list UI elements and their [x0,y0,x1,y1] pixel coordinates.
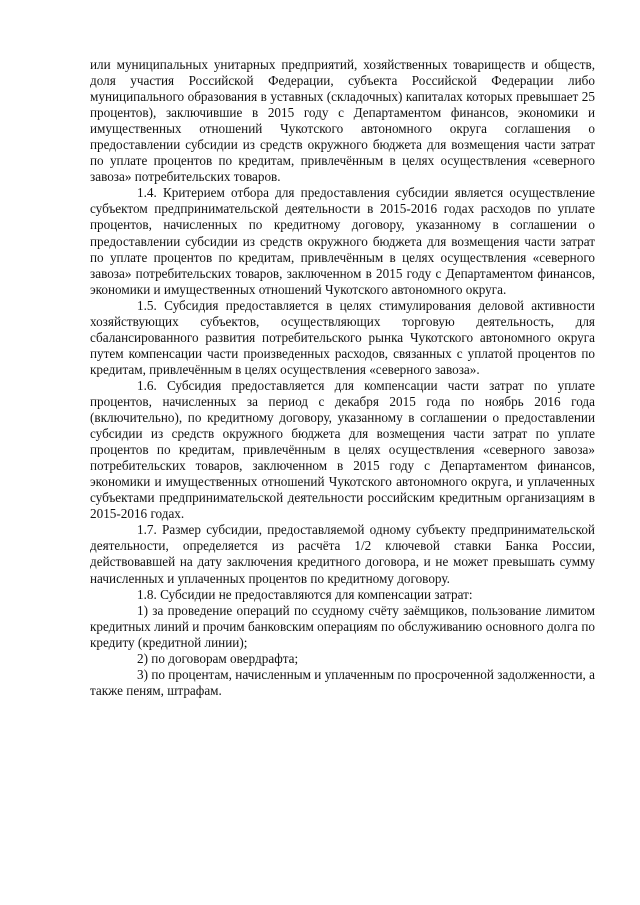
list-item-1: 1) за проведение операций по ссудному счёту заёмщиков, пользование лимитом кредитных линий и прочим банковским операциям по обслуживанию основного долга по кредиту (кредитной линии); [90,602,595,650]
paragraph-1-6: 1.6. Субсидия предоставляется для компенсации части затрат по уплате процентов, начисленных за период с декабря 2015 года по ноябрь 2016 года (включительно), по кредитному договору, указанному в соглашении о предоставлении субсидии из средств окружного бюджета для возмещения части затрат по уплате процентов по кредитам, привлечённым в целях осуществления «северного завоза» потребительских товаров, заключенном в 2015 году с Департаментом финансов, экономики и имущественных отношений Чукотского автономного округа, и уплаченных субъектами предпринимательской деятельности российским кредитным организациям в 2015-2016 годах. [90,377,595,522]
list-item-3: 3) по процентам, начисленным и уплаченным по просроченной задолженности, а также пеням, штрафам. [90,666,595,698]
paragraph-1-3-continuation: или муниципальных унитарных предприятий, хозяйственных товариществ и обществ, доля участия Российской Федерации, субъекта Российской Федерации либо муниципального образования в уставных (складочных) капиталах которых превышает 25 процентов), заключившие в 2015 году с Департаментом финансов, экономики и имущественных отношений Чукотского автономного округа соглашения о предоставлении субсидии из средств окружного бюджета для возмещения части затрат по уплате процентов по кредитам, привлечённым в целях осуществления «северного завоза» потребительских товаров. [90,57,595,185]
paragraph-1-7: 1.7. Размер субсидии, предоставляемой одному субъекту предпринимательской деятельности, определяется из расчёта 1/2 ключевой ставки Банка России, действовавшей на дату заключения кредитного договора, и не может превышать сумму начисленных и уплаченных процентов по кредитному договору. [90,522,595,586]
paragraph-1-4: 1.4. Критерием отбора для предоставления субсидии является осуществление субъектом предпринимательской деятельности в 2015-2016 годах расходов по уплате процентов, начисленных по кредитному договору, указанному в соглашении о предоставлении субсидии из средств окружного бюджета для возмещения части затрат по уплате процентов по кредитам, привлечённым в целях осуществления «северного завоза» потребительских товаров, заключенном в 2015 году с Департаментом финансов, экономики и имущественных отношений Чукотского автономного округа. [90,185,595,297]
paragraph-1-8: 1.8. Субсидии не предоставляются для компенсации затрат: [137,586,473,602]
paragraph-1-5: 1.5. Субсидия предоставляется в целях стимулирования деловой активности хозяйствующих субъектов, осуществляющих торговую деятельность, для сбалансированного развития потребительского рынка Чукотского автономного округа путем компенсации части произведенных расходов, связанных с уплатой процентов по кредитам, привлечённым в целях осуществления «северного завоза». [90,297,595,377]
document-page [90,57,595,699]
list-item-2: 2) по договорам овердрафта; [137,650,299,666]
